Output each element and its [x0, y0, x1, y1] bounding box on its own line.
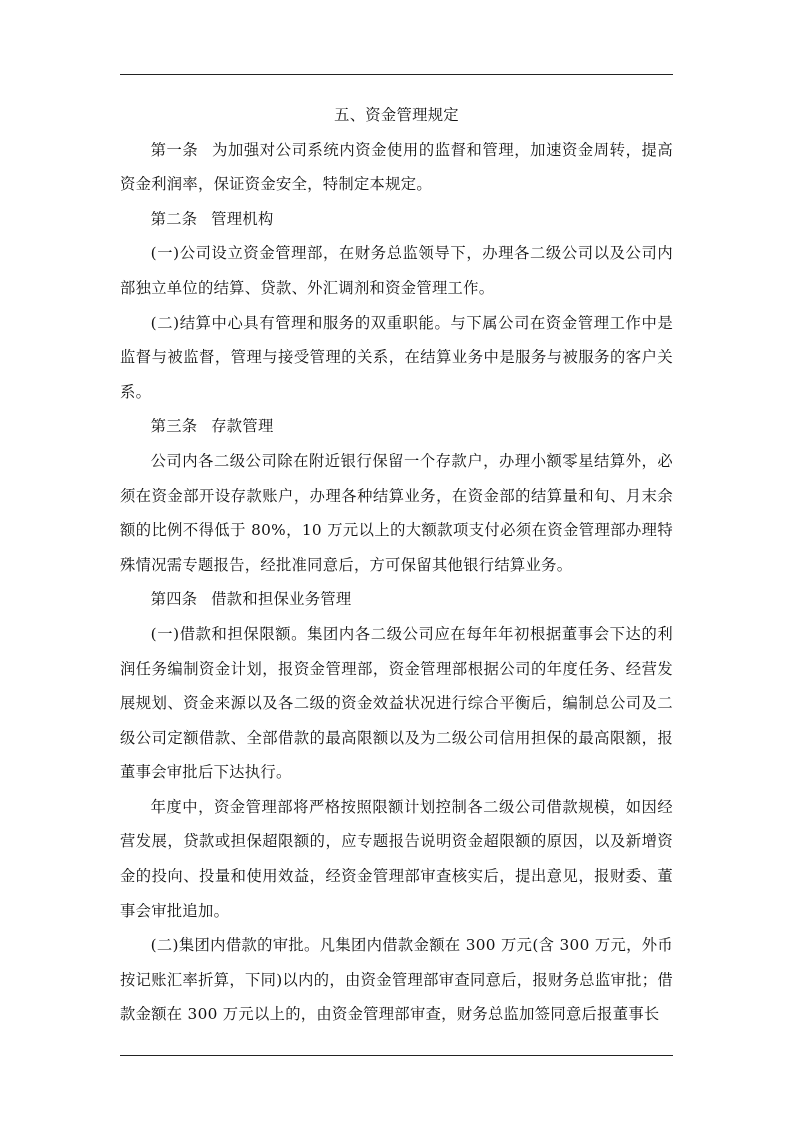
article-3-body: 公司内各二级公司除在附近银行保留一个存款户，办理小额零星结算外，必须在资金部开设存款账户，办理各种结算业务，在资金部的结算量和旬、月末余额的比例不得低于 80%，10 万元以上的大额款项支付必须在资金管理部办理特殊情况需专题报告，经批准同意后，方可保留其他银行结算业务。	[120, 451, 673, 574]
header-rule	[120, 74, 673, 75]
article-2-clause-1: (一)公司设立资金管理部，在财务总监领导下，办理各二级公司以及公司内部独立单位的结算、贷款、外汇调剂和资金管理工作。	[120, 244, 673, 297]
document-title: 五、资金管理规定	[334, 106, 459, 124]
article-4-annual-paragraph: 年度中，资金管理部将严格按照限额计划控制各二级公司借款规模，如因经营发展，贷款或担保超限额的，应专题报告说明资金超限额的原因，以及新增资金的投向、投量和使用效益，经资金管理部审查核实后，提出意见，报财委、董事会审批追加。	[120, 797, 673, 920]
article-number: 第一条	[150, 140, 199, 159]
article-2	[120, 202, 673, 237]
article-heading: 管理机构	[211, 209, 274, 228]
article-number: 第四条	[150, 590, 198, 609]
article-number: 第三条	[150, 417, 198, 436]
article-number: 第二条	[150, 209, 198, 228]
article-heading: 存款管理	[211, 417, 274, 436]
article-4-clause-2: (二)集团内借款的审批。凡集团内借款金额在 300 万元(含 300 万元，外币按记账汇率折算，下同)以内的，由资金管理部审查同意后，报财务总监审批；借款金额在 300 万元以上的，由资金管理部审查，财务总监加签同意后报董事长	[120, 936, 673, 1024]
article-heading: 借款和担保业务管理	[211, 590, 352, 609]
article-2-clause-2: (二)结算中心具有管理和服务的双重职能。与下属公司在资金管理工作中是监督与被监督，管理与接受管理的关系，在结算业务中是服务与被服务的客户关系。	[120, 313, 673, 401]
article-4	[120, 582, 673, 617]
article-3	[120, 409, 673, 444]
article-text: 为加强对公司系统内资金使用的监督和管理，加速资金周转，提高资金利润率，保证资金安全，特制定本规定。	[120, 140, 673, 194]
footer-rule	[120, 1055, 673, 1056]
article-1	[120, 133, 673, 202]
document-body	[120, 98, 673, 1032]
article-4-clause-1: (一)借款和担保限额。集团内各二级公司应在每年年初根据董事会下达的利润任务编制资金计划，报资金管理部，资金管理部根据公司的年度任务、经营发展规划、资金来源以及各二级的资金效益状况进行综合平衡后，编制总公司及二级公司定额借款、全部借款的最高限额以及为二级公司信用担保的最高限额，报董事会审批后下达执行。	[120, 624, 673, 782]
